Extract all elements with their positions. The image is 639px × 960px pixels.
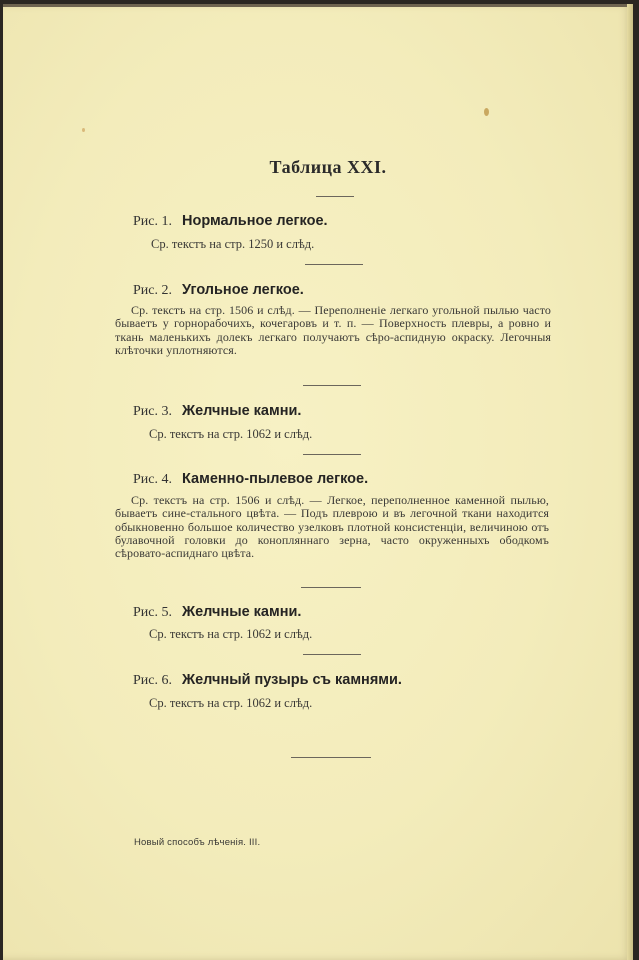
book-page	[3, 4, 633, 960]
figure-name: Нормальное легкое.	[182, 213, 328, 229]
divider	[303, 385, 361, 386]
figure-label: Рис. 4.	[133, 472, 172, 487]
figure-reference: Ср. текстъ на стр. 1062 и слѣд.	[149, 696, 313, 710]
figure-description: Ср. текстъ на стр. 1506 и слѣд. — Легкое, переполненное каменной пылью, бываетъ сине-стального цвѣта. — Подъ плеврою и въ легочной ткани находится обыкновенно большое количество узелковъ плотной консистенціи, величиною отъ булавочной головки до конопляннаго зерна, часто окруженныхъ ободкомъ сѣровато-аспиднаго цвѣта.	[115, 493, 549, 561]
figure-reference: Ср. текстъ на стр. 1062 и слѣд.	[149, 627, 313, 641]
figure-heading	[133, 403, 301, 420]
divider	[303, 454, 361, 455]
figure-name: Желчный пузырь съ камнями.	[182, 672, 402, 688]
figure-label: Рис. 2.	[133, 283, 172, 298]
paper-stain	[82, 128, 85, 132]
page-title: Таблица XXI.	[269, 157, 387, 177]
divider	[303, 654, 361, 655]
figure-name: Желчные камни.	[182, 604, 302, 620]
page-footer: Новый способъ лѣченія. III.	[134, 837, 261, 848]
figure-heading	[133, 213, 328, 230]
figure-label: Рис. 6.	[133, 673, 172, 688]
page-right-edge	[627, 4, 633, 960]
figure-name: Угольное легкое.	[182, 282, 304, 298]
figure-label: Рис. 3.	[133, 404, 172, 419]
figure-name: Каменно-пылевое легкое.	[182, 471, 369, 487]
divider	[305, 264, 363, 265]
figure-heading	[133, 471, 368, 488]
figure-reference: Ср. текстъ на стр. 1062 и слѣд.	[149, 427, 313, 441]
divider	[316, 196, 354, 197]
figure-label: Рис. 1.	[133, 214, 172, 229]
divider	[301, 587, 361, 588]
paper-stain	[484, 108, 489, 116]
figure-reference: Ср. текстъ на стр. 1250 и слѣд.	[151, 237, 315, 251]
figure-name: Желчные камни.	[182, 403, 302, 419]
figure-heading	[133, 604, 301, 621]
figure-heading	[133, 672, 402, 689]
figure-label: Рис. 5.	[133, 605, 172, 620]
end-rule	[291, 757, 371, 758]
figure-heading	[133, 282, 304, 299]
figure-description: Ср. текстъ на стр. 1506 и слѣд. — Переполненіе легкаго угольной пылью часто бываетъ у горнорабочихъ, кочегаровъ и т. п. — Поверхность плевры, а ровно и ткань маленькихъ долекъ легкаго получаютъ сѣро-аспидную окраску. Легочныя клѣточки уплотняются.	[115, 303, 551, 357]
page-top-edge	[3, 4, 633, 7]
